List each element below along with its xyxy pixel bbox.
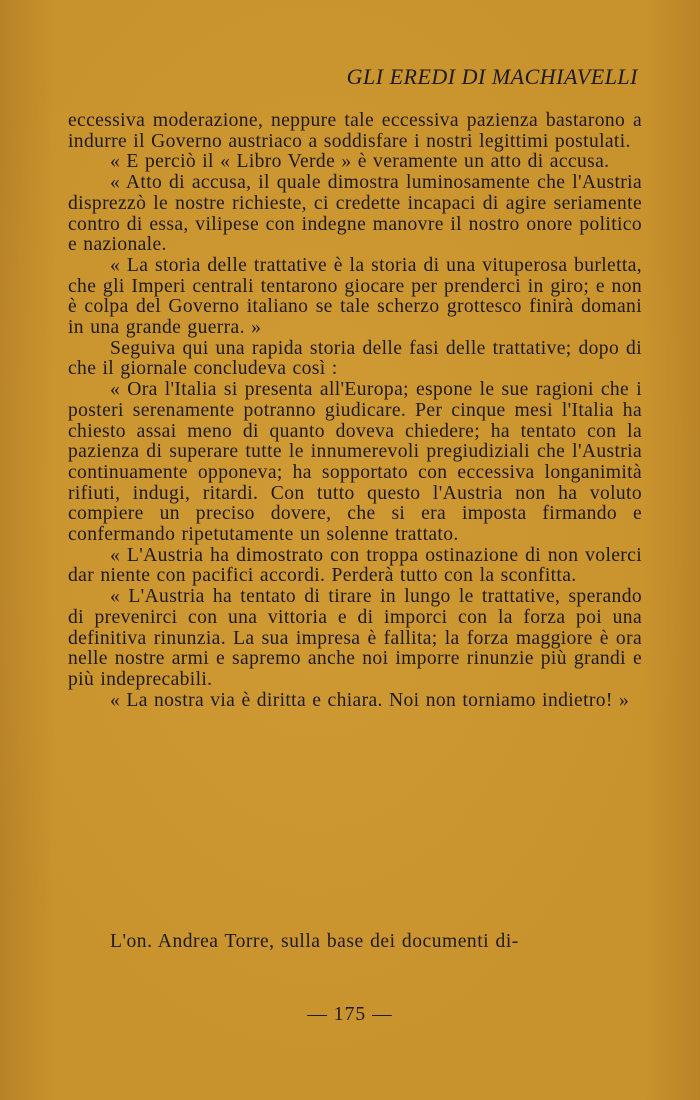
page-number: — 175 — xyxy=(307,1004,393,1025)
paragraph: Seguiva qui una rapida storia delle fasi delle trattative; dopo di che il giornale concludeva così : xyxy=(68,337,642,380)
body-text xyxy=(68,111,642,711)
paragraph: eccessiva moderazione, neppure tale eccessiva pazienza bastarono a indurre il Governo austriaco a soddisfare i nostri legittimi postulati. xyxy=(68,110,642,152)
running-head: GLI EREDI DI MACHIAVELLI xyxy=(346,64,638,89)
closing-line: L'on. Andrea Torre, sulla base dei documenti di- xyxy=(110,931,519,952)
paragraph: « Ora l'Italia si presenta all'Europa; espone le sue ragioni che i posteri serenamente potranno giudicare. Per cinque mesi l'Italia ha chiesto assai meno di quanto doveva chiedere; ha tentato con la pazienza di superare tutte le innumerevoli pregiudiziali che l'Austria continuamente opponeva; ha sopportato con eccessiva longanimità rifiuti, indugi, ritardi. Con tutto questo l'Austria non ha voluto compiere un preciso dovere, che si era imposta firmando e confermando ripetutamente un solenne trattato. xyxy=(68,379,642,546)
paragraph: « La nostra via è diritta e chiara. Noi non torniamo indietro! » xyxy=(110,689,630,711)
paragraph: « L'Austria ha tentato di tirare in lungo le trattative, sperando di prevenirci con una vittoria e di imporci con la forza poi una definitiva rinunzia. La sua impresa è fallita; la forza maggiore è ora nelle nostre armi e sapremo anche noi imporre rinunzie più grandi e più indeprecabili. xyxy=(68,586,642,690)
paragraph: « L'Austria ha dimostrato con troppa ostinazione di non volerci dar niente con pacifici accordi. Perderà tutto con la sconfitta. xyxy=(68,544,642,587)
paragraph: « E perciò il « Libro Verde » è veramente un atto di accusa. xyxy=(110,151,610,173)
paragraph: « La storia delle trattative è la storia di una vituperosa burletta, che gli Imperi centrali tentarono giocare per prenderci in giro; e non è colpa del Governo italiano se tale scherzo grottesco finirà domani in una grande guerra. » xyxy=(68,254,642,339)
paragraph: « Atto di accusa, il quale dimostra luminosamente che l'Austria disprezzò le nostre richieste, ci credette incapaci di agire seriamente contro di essa, vilipese con indegne manovre il nostro onore politico e nazionale. xyxy=(68,172,642,256)
